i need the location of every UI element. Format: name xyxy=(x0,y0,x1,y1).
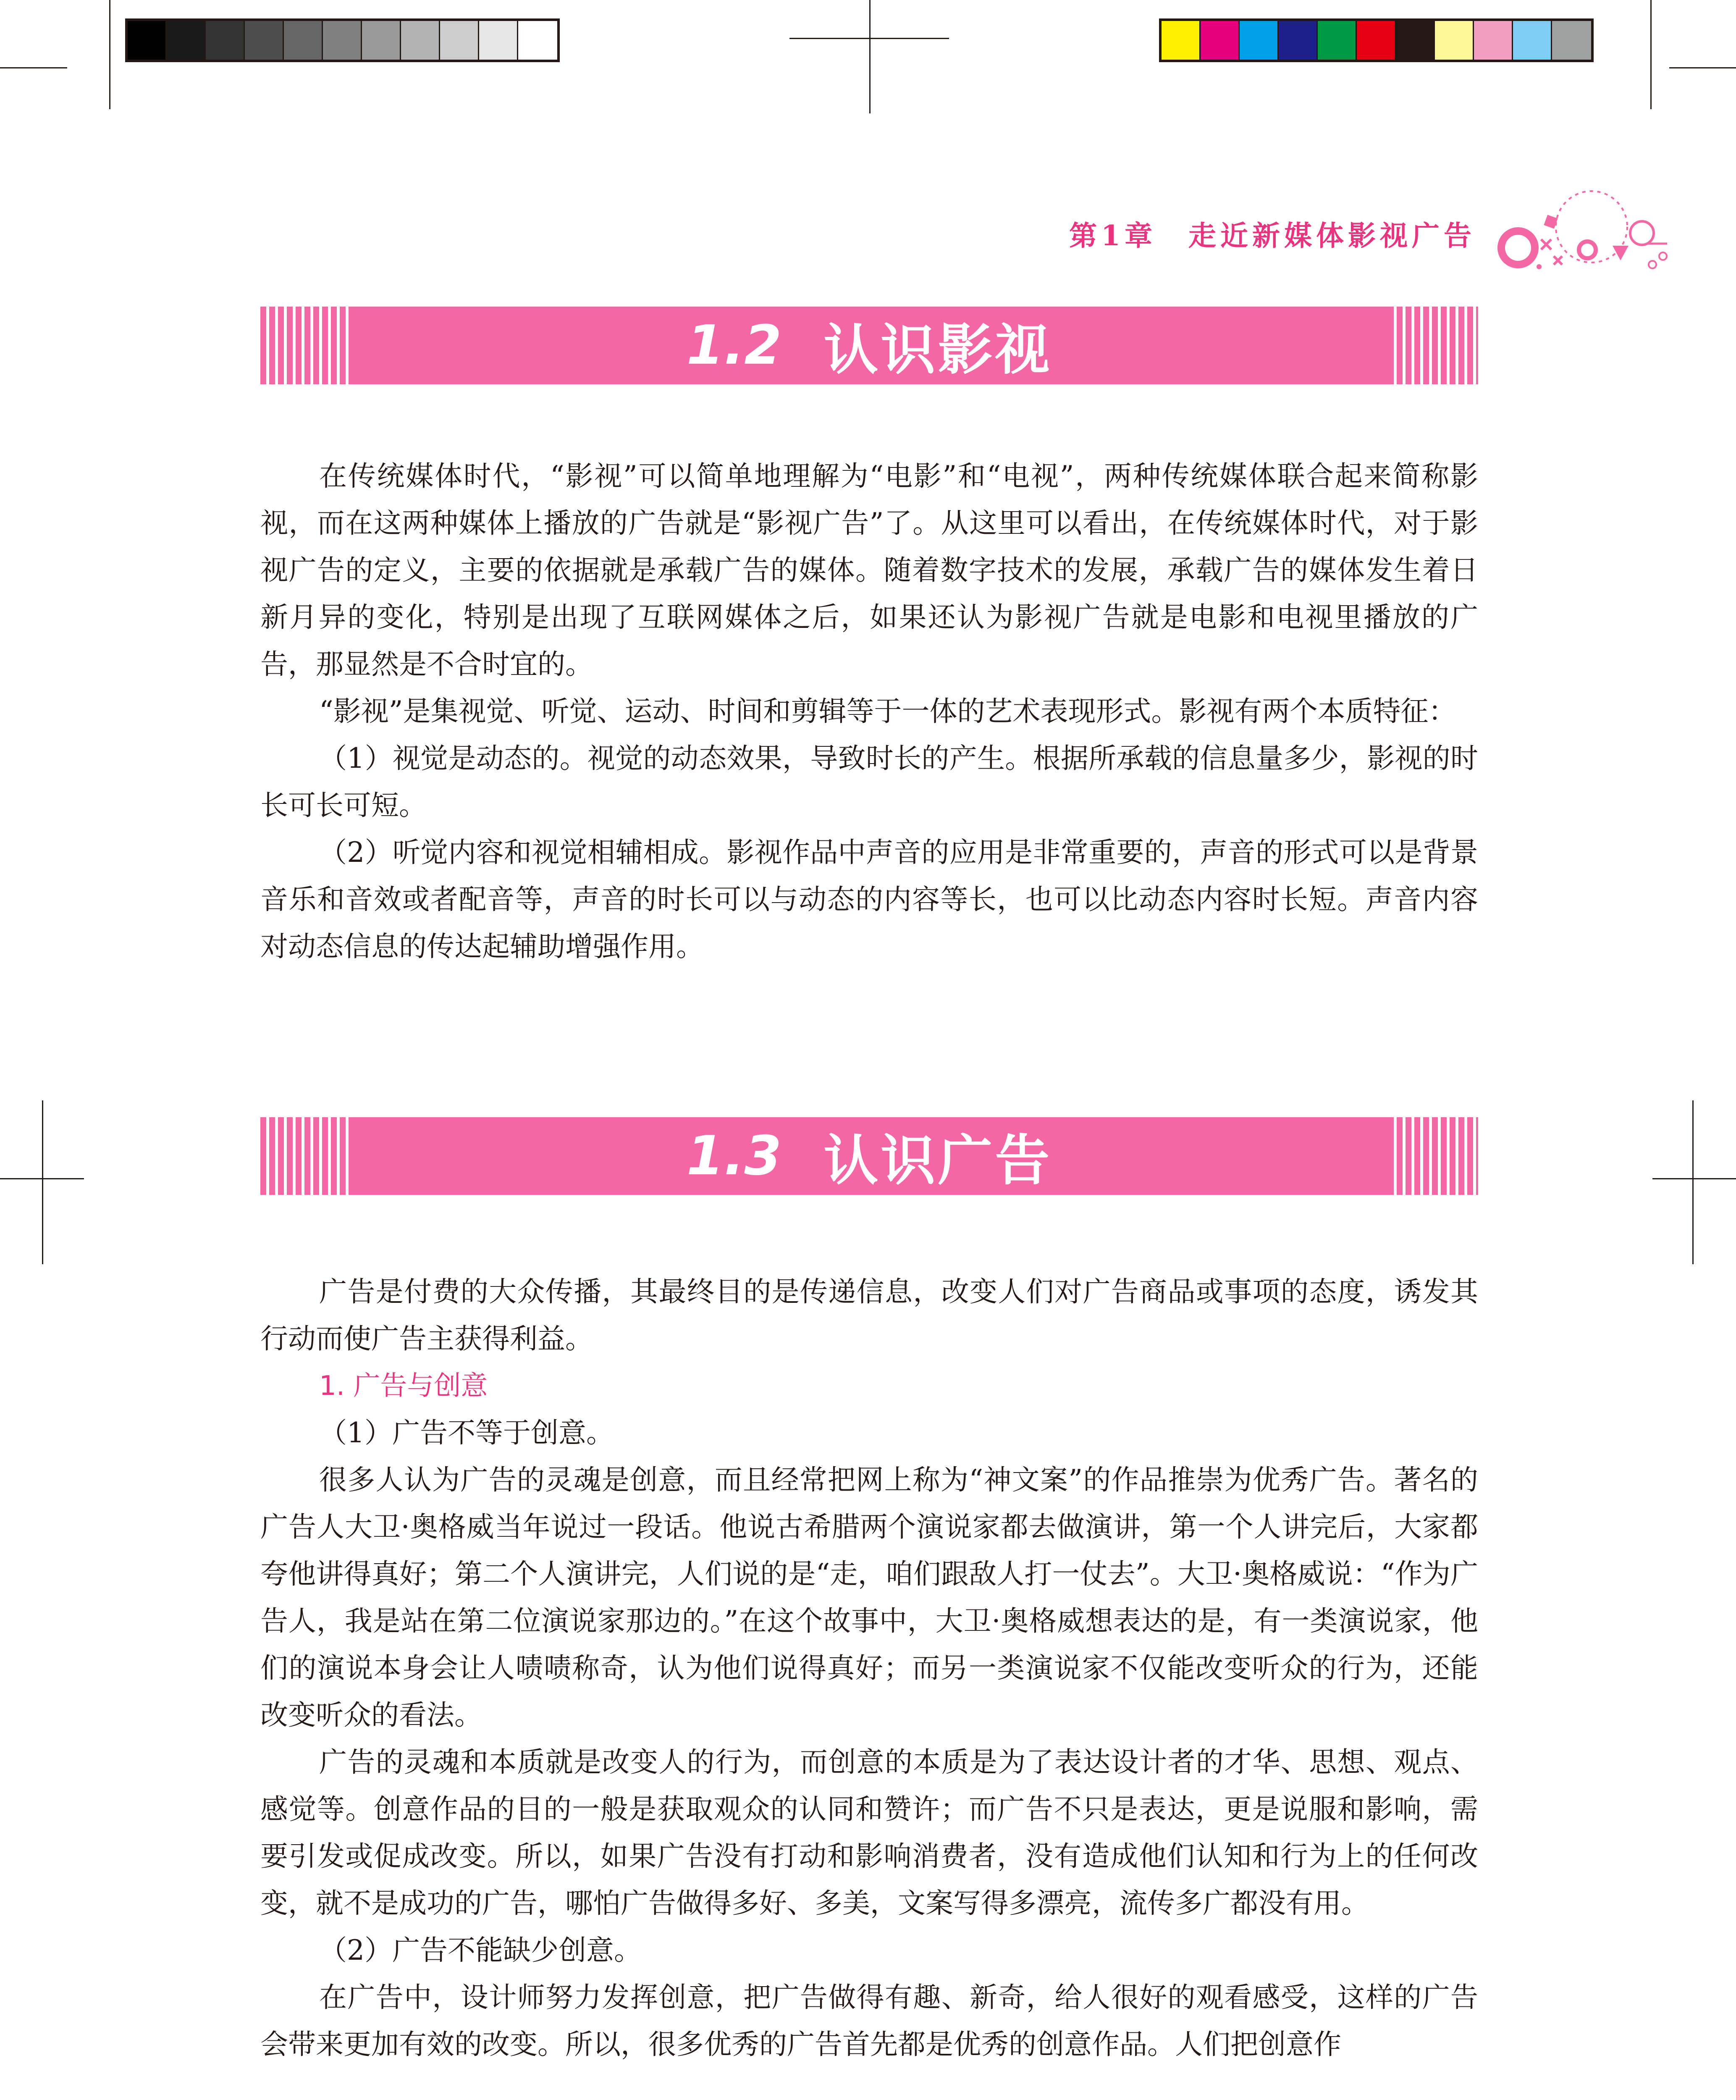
color-swatch xyxy=(1396,21,1435,60)
color-swatch xyxy=(401,21,440,60)
color-swatch xyxy=(1513,21,1552,60)
process-color-bar xyxy=(1159,18,1594,62)
subheading: 1. 广告与创意 xyxy=(319,1370,488,1402)
paragraph: （2）广告不能缺少创意。 xyxy=(319,1934,642,1966)
color-swatch xyxy=(128,21,167,60)
section-title: 认识影视 xyxy=(823,318,1052,382)
section-banner xyxy=(260,1117,1478,1195)
paragraph: （2）听觉内容和视觉相辅相成。影视作品中声音的应用是非常重要的，声音的形式可以是背景音乐和音效或者配音等，声音的时长可以与动态的内容等长，也可以比动态内容时长短。声音内容对动态信息的传达起辅助增强作用。 xyxy=(260,836,1478,963)
crop-mark xyxy=(1692,1100,1694,1264)
section-number: 1.2 xyxy=(686,314,782,377)
banner-stripes-left xyxy=(260,307,351,384)
paragraph: 广告是付费的大众传播，其最终目的是传递信息，改变人们对广告商品或事项的态度，诱发其行动而使广告主获得利益。 xyxy=(260,1276,1478,1355)
paragraph: 在传统媒体时代，“影视”可以简单地理解为“电影”和“电视”，两种传统媒体联合起来简称影视，而在这两种媒体上播放的广告就是“影视广告”了。从这里可以看出，在传统媒体时代，对于影视广告的定义，主要的依据就是承载广告的媒体。随着数字技术的发展，承载广告的媒体发生着日新月异的变化，特别是出现了互联网媒体之后，如果还认为影视广告就是电影和电视里播放的广告，那显然是不合时宜的。 xyxy=(260,460,1478,680)
color-swatch xyxy=(518,21,557,60)
section-number: 1.3 xyxy=(686,1125,782,1187)
color-swatch xyxy=(1552,21,1591,60)
color-swatch xyxy=(1357,21,1396,60)
color-swatch xyxy=(1279,21,1318,60)
banner-stripes-right xyxy=(1388,1117,1478,1195)
crop-mark xyxy=(0,1178,84,1179)
color-swatch xyxy=(1162,21,1201,60)
color-swatch xyxy=(323,21,362,60)
crop-mark xyxy=(1652,1178,1736,1179)
paragraph: （1）广告不等于创意。 xyxy=(319,1417,614,1449)
color-swatch xyxy=(1474,21,1513,60)
section-body xyxy=(260,453,1478,970)
section-title: 认识广告 xyxy=(823,1129,1052,1192)
paragraph: 在广告中，设计师努力发挥创意，把广告做得有趣、新奇，给人很好的观看感受，这样的广告会带来更加有效的改变。所以，很多优秀的广告首先都是优秀的创意作品。人们把创意作 xyxy=(260,1981,1478,2061)
crop-mark xyxy=(0,67,67,68)
banner-stripes-right xyxy=(1388,307,1478,384)
color-swatch xyxy=(245,21,284,60)
section-body xyxy=(260,1268,1478,2068)
color-swatch xyxy=(284,21,323,60)
color-swatch xyxy=(206,21,245,60)
grayscale-color-bar xyxy=(125,18,560,62)
crop-mark xyxy=(869,0,871,113)
color-swatch xyxy=(1435,21,1474,60)
crop-mark xyxy=(789,38,949,39)
color-swatch xyxy=(479,21,518,60)
paragraph: （1）视觉是动态的。视觉的动态效果，导致时长的产生。根据所承载的信息量多少，影视的时长可长可短。 xyxy=(260,742,1478,822)
color-swatch xyxy=(1318,21,1357,60)
crop-mark xyxy=(1669,67,1736,68)
paragraph: “影视”是集视觉、听觉、运动、时间和剪辑等于一体的艺术表现形式。影视有两个本质特征： xyxy=(319,695,1456,727)
banner-stripes-left xyxy=(260,1117,351,1195)
color-swatch xyxy=(1201,21,1240,60)
color-swatch xyxy=(1240,21,1279,60)
header-decoration-icon xyxy=(1495,176,1671,302)
color-swatch xyxy=(167,21,206,60)
section-banner xyxy=(260,307,1478,384)
paragraph: 广告的灵魂和本质就是改变人的行为，而创意的本质是为了表达设计者的才华、思想、观点、感觉等。创意作品的目的一般是获取观众的认同和赞许；而广告不只是表达，更是说服和影响，需要引发或促成改变。所以，如果广告没有打动和影响消费者，没有造成他们认知和行为上的任何改变，就不是成功的广告，哪怕广告做得多好、多美，文案写得多漂亮，流传多广都没有用。 xyxy=(260,1746,1478,1919)
running-header: 第1章 走近新媒体影视广告 xyxy=(1069,219,1476,252)
crop-mark xyxy=(109,0,110,109)
paragraph: 很多人认为广告的灵魂是创意，而且经常把网上称为“神文案”的作品推崇为优秀广告。著名的广告人大卫·奥格威当年说过一段话。他说古希腊两个演说家都去做演讲，第一个人讲完后，大家都夸他讲得真好；第二个人演讲完，人们说的是“走，咱们跟敌人打一仗去”。大卫·奥格威说：“作为广告人，我是站在第二位演说家那边的。”在这个故事中，大卫·奥格威想表达的是，有一类演说家，他们的演说本身会让人啧啧称奇，认为他们说得真好；而另一类演说家不仅能改变听众的行为，还能改变听众的看法。 xyxy=(260,1464,1478,1731)
crop-mark xyxy=(42,1100,43,1264)
color-swatch xyxy=(440,21,479,60)
color-swatch xyxy=(362,21,401,60)
crop-mark xyxy=(1650,0,1652,109)
